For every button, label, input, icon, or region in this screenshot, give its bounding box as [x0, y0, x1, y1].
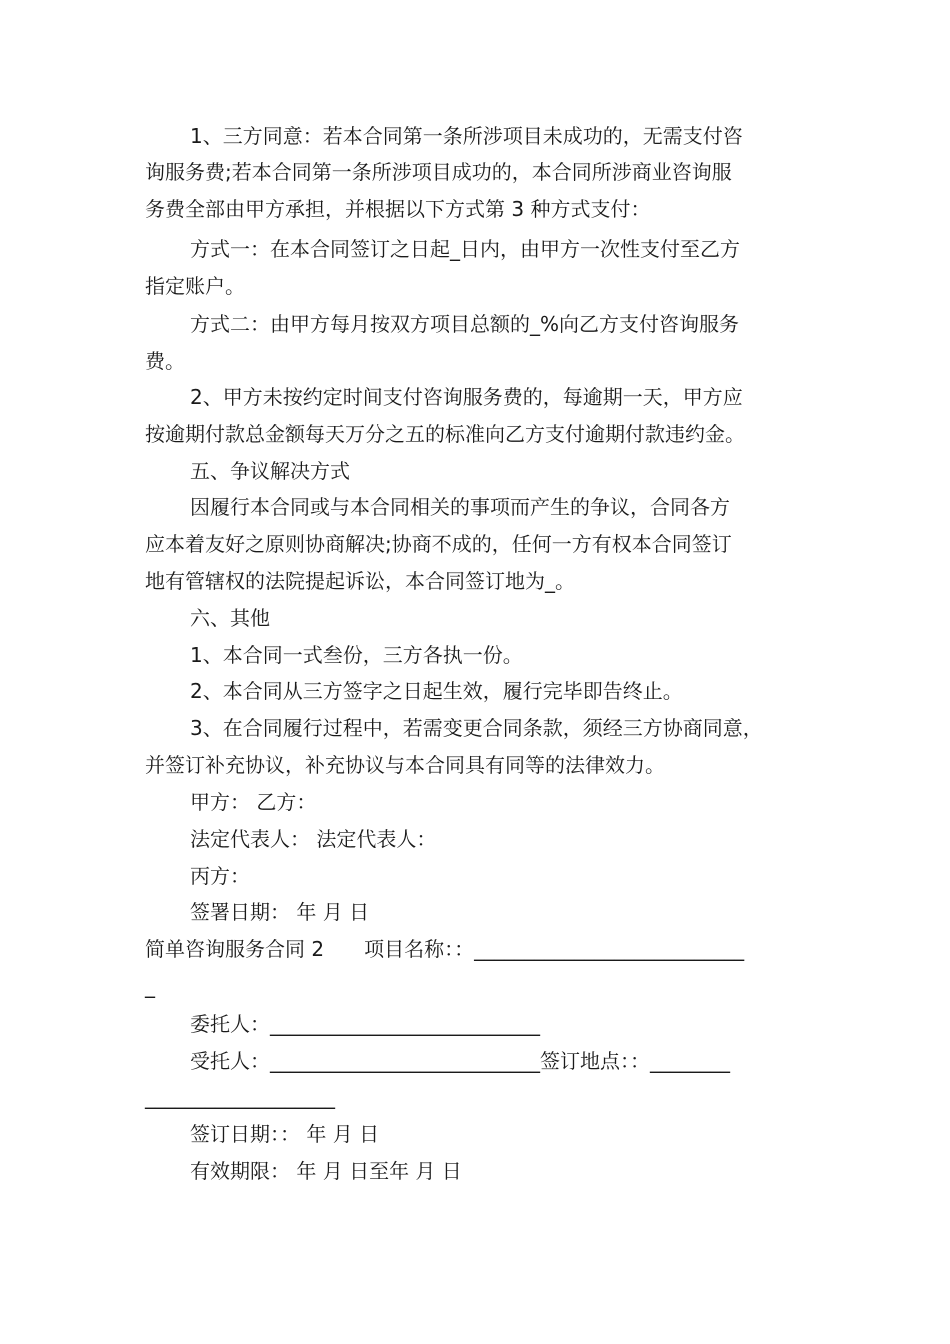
para-line: 2、本合同从三方签字之日起生效，履行完毕即告终止。 — [190, 679, 683, 703]
para-line: 应本着友好之原则协商解决;协商不成的，任何一方有权本合同签订 — [145, 532, 732, 556]
form-line: 有效期限： 年 月 日至年 月 日 — [190, 1159, 462, 1183]
signature-line: 丙方： — [190, 864, 250, 888]
para-line: _ — [145, 974, 155, 998]
para-line: 1、三方同意：若本合同第一条所涉项目未成功的，无需支付咨 — [190, 124, 743, 148]
para-line: 询服务费;若本合同第一条所涉项目成功的，本合同所涉商业咨询服 — [145, 160, 732, 184]
para-line: 按逾期付款总金额每天万分之五的标准向乙方支付逾期付款违约金。 — [145, 422, 745, 446]
para-line: 方式一：在本合同签订之日起_日内，由甲方一次性支付至乙方 — [190, 237, 740, 261]
para-line: 费。 — [145, 349, 185, 373]
para-line: 因履行本合同或与本合同相关的事项而产生的争议，合同各方 — [190, 495, 730, 519]
para-line: 指定账户。 — [145, 274, 245, 298]
signature-line: 甲方： 乙方： — [190, 790, 317, 814]
form-line: 委托人：___________________________ — [190, 1012, 540, 1036]
para-line: 务费全部由甲方承担，并根据以下方式第 3 种方式支付： — [145, 197, 651, 221]
para-line: 2、甲方未按约定时间支付咨询服务费的，每逾期一天，甲方应 — [190, 385, 743, 409]
form-line: 受托人：___________________________签订地点：：________ — [190, 1049, 730, 1073]
section-heading: 六、其他 — [190, 606, 270, 630]
para-line: 地有管辖权的法院提起诉讼，本合同签订地为_。 — [145, 569, 575, 593]
signature-line: 法定代表人： 法定代表人： — [190, 827, 437, 851]
para-line: 并签订补充协议，补充协议与本合同具有同等的法律效力。 — [145, 753, 665, 777]
signature-line: 签署日期： 年 月 日 — [190, 900, 370, 924]
form-line: ___________________ — [145, 1085, 335, 1109]
section-heading: 五、争议解决方式 — [190, 459, 350, 483]
para-line: 方式二：由甲方每月按双方项目总额的_%向乙方支付咨询服务 — [190, 312, 740, 336]
form-line: 签订日期：： 年 月 日 — [190, 1122, 380, 1146]
contract-title-line: 简单咨询服务合同 2 项目名称：：___________________________ — [145, 937, 745, 961]
para-line: 1、本合同一式叁份，三方各执一份。 — [190, 643, 523, 667]
para-line: 3、在合同履行过程中，若需变更合同条款，须经三方协商同意， — [190, 716, 763, 740]
